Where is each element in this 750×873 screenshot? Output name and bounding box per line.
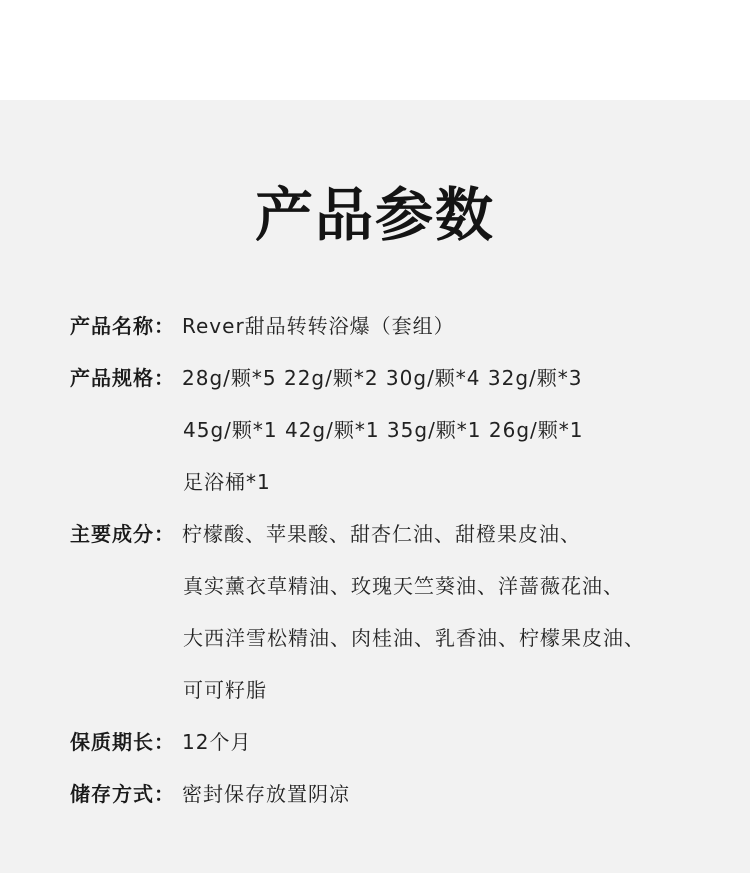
storage-label: 储存方式： — [70, 781, 175, 806]
param-row-ingredients-cont-2 — [183, 618, 730, 654]
param-row-spec-cont-2 — [183, 462, 730, 498]
top-white-band — [0, 0, 750, 100]
param-row-ingredients — [70, 514, 730, 550]
spec-line-3: 足浴桶*1 — [183, 469, 271, 494]
name-label: 产品名称： — [70, 313, 175, 338]
param-row-storage — [70, 774, 730, 810]
spec-line-1: 28g/颗*5 22g/颗*2 30g/颗*4 32g/颗*3 — [182, 365, 583, 390]
spec-line-2: 45g/颗*1 42g/颗*1 35g/颗*1 26g/颗*1 — [183, 417, 584, 442]
name-value: Rever甜品转转浴爆（套组） — [182, 313, 455, 338]
param-row-shelf-life — [70, 722, 730, 758]
shelf-value: 12个月 — [182, 729, 252, 754]
ingredients-line-3: 大西洋雪松精油、肉桂油、乳香油、柠檬果皮油、 — [183, 625, 645, 650]
ingredients-line-4: 可可籽脂 — [183, 677, 267, 702]
param-row-ingredients-cont-1 — [183, 566, 730, 602]
product-params-panel — [0, 100, 750, 873]
ingredients-label: 主要成分： — [70, 521, 175, 546]
param-row-spec-cont-1 — [183, 410, 730, 446]
param-row-ingredients-cont-3 — [183, 670, 730, 706]
page-title: 产品参数 — [254, 181, 495, 249]
ingredients-line-2: 真实薰衣草精油、玫瑰天竺葵油、洋蔷薇花油、 — [183, 573, 624, 598]
spec-label: 产品规格： — [70, 365, 175, 390]
param-row-spec — [70, 358, 730, 394]
shelf-label: 保质期长： — [70, 729, 175, 754]
storage-value: 密封保存放置阴凉 — [182, 781, 350, 806]
param-row-name — [70, 306, 730, 342]
ingredients-line-1: 柠檬酸、苹果酸、甜杏仁油、甜橙果皮油、 — [182, 521, 581, 546]
